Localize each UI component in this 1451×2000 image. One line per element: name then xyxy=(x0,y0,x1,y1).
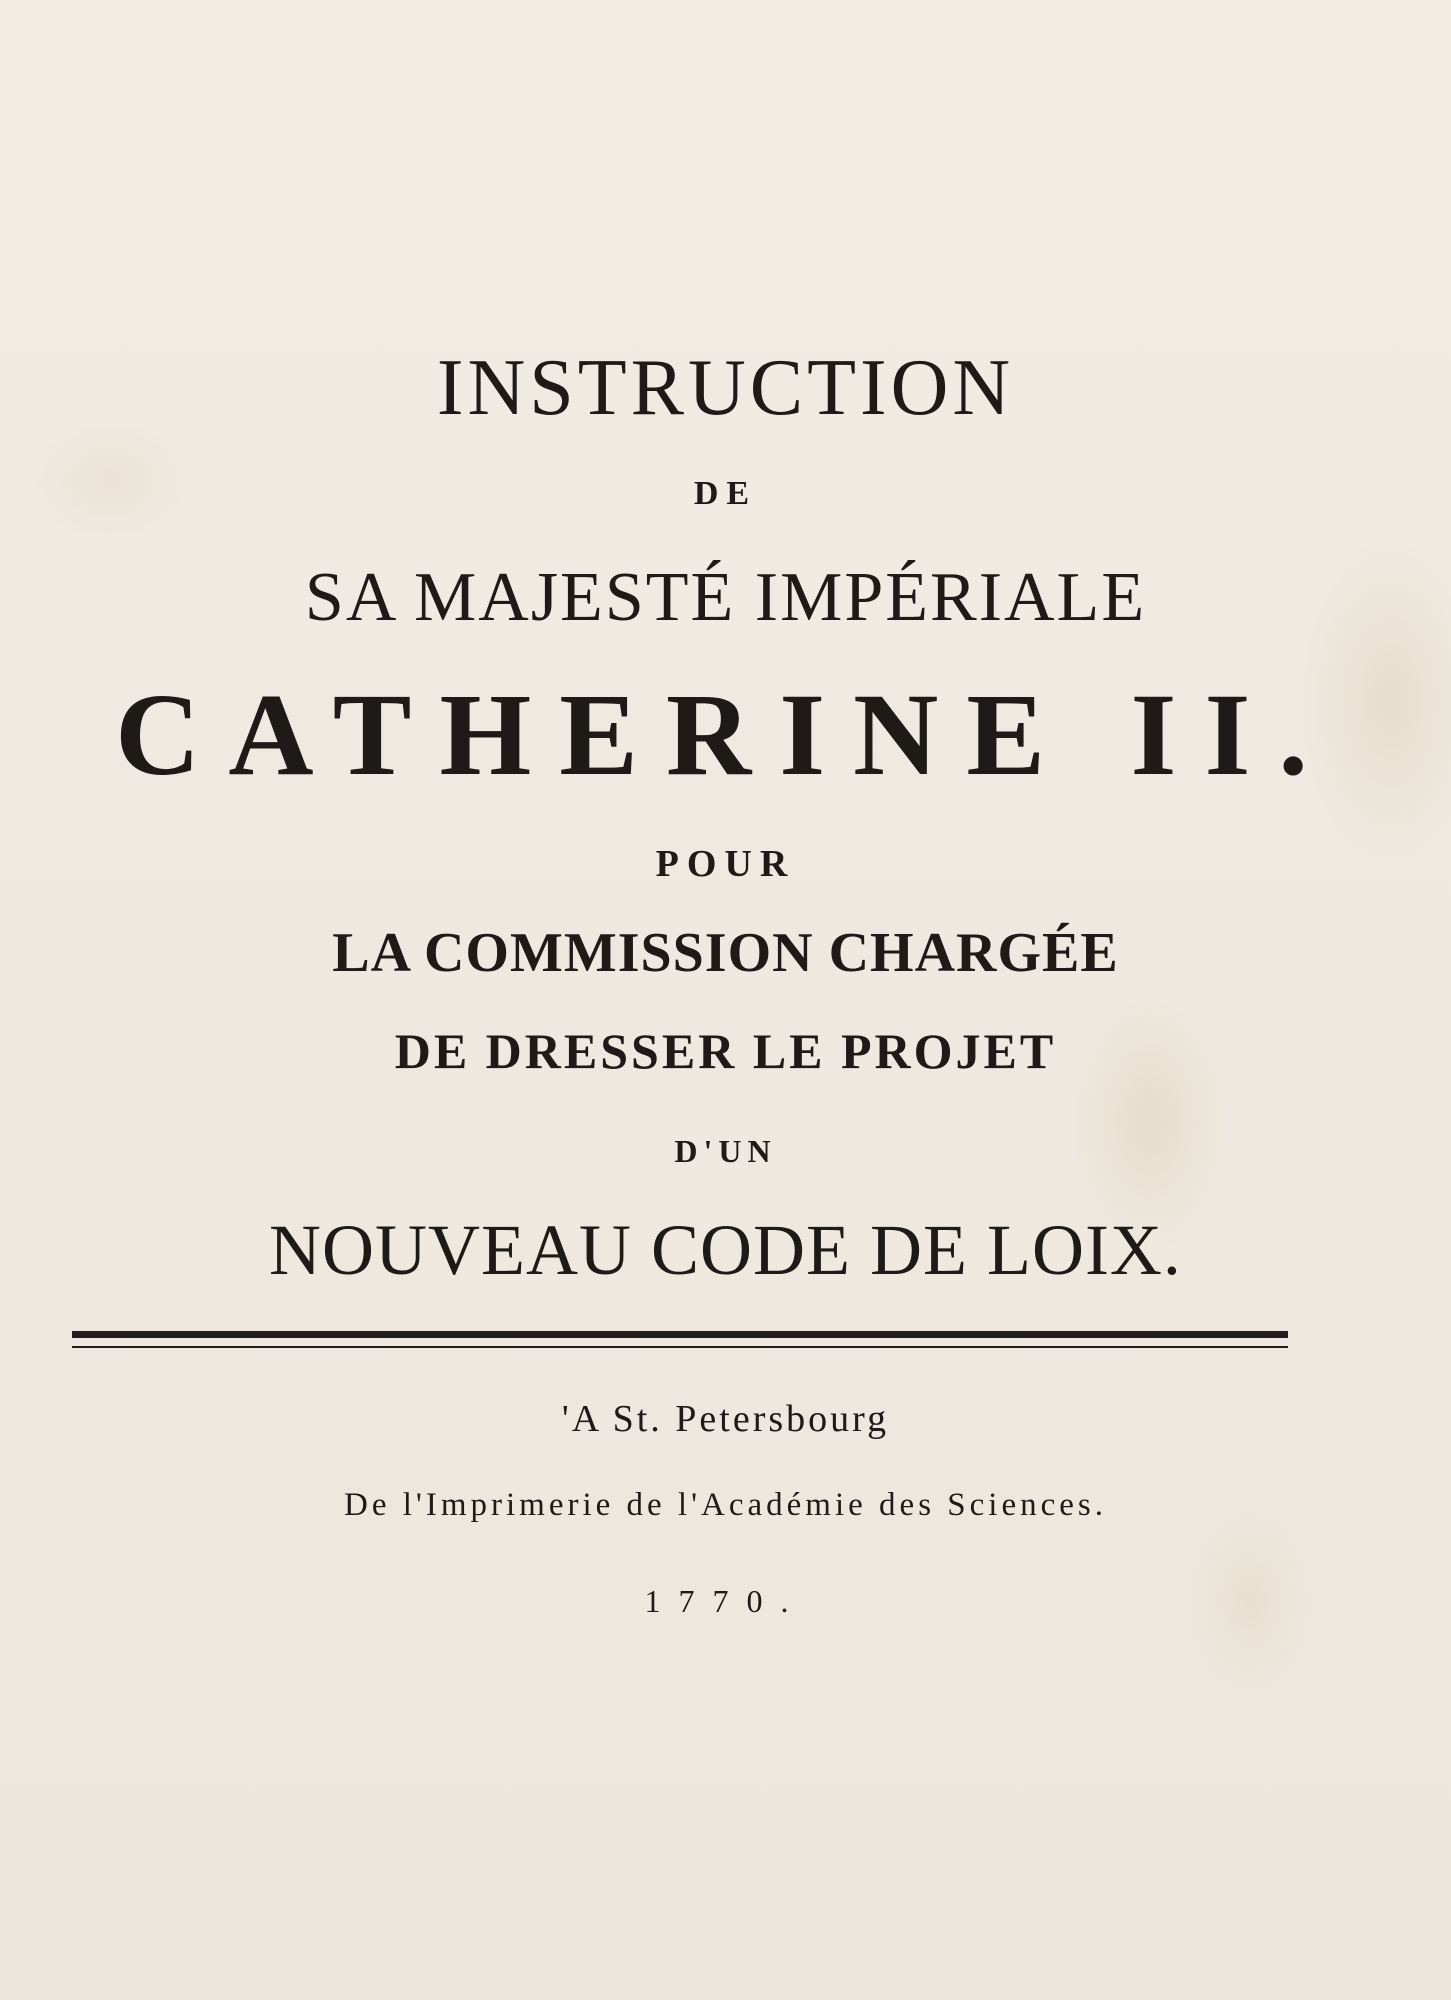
divider-thin xyxy=(72,1346,1288,1348)
imprint-press: De l'Imprimerie de l'Académie des Sciences. xyxy=(344,1487,1107,1523)
title-connector-pour: POUR xyxy=(655,843,796,885)
title-name: CATHERINE II. xyxy=(115,669,1336,800)
title-majesty: SA MAJESTÉ IMPÉRIALE xyxy=(304,559,1147,636)
title-commission: LA COMMISSION CHARGÉE xyxy=(332,922,1119,984)
divider-thick xyxy=(72,1331,1288,1338)
title-instruction: INSTRUCTION xyxy=(436,344,1015,432)
imprint-year: 1770. xyxy=(644,1583,807,1619)
title-connector-dun: D'UN xyxy=(674,1133,777,1169)
title-dresser: DE DRESSER LE PROJET xyxy=(394,1023,1057,1079)
imprint-place: 'A St. Petersbourg xyxy=(561,1398,890,1440)
title-connector-de: DE xyxy=(693,475,758,512)
title-code: NOUVEAU CODE DE LOIX. xyxy=(269,1210,1182,1290)
